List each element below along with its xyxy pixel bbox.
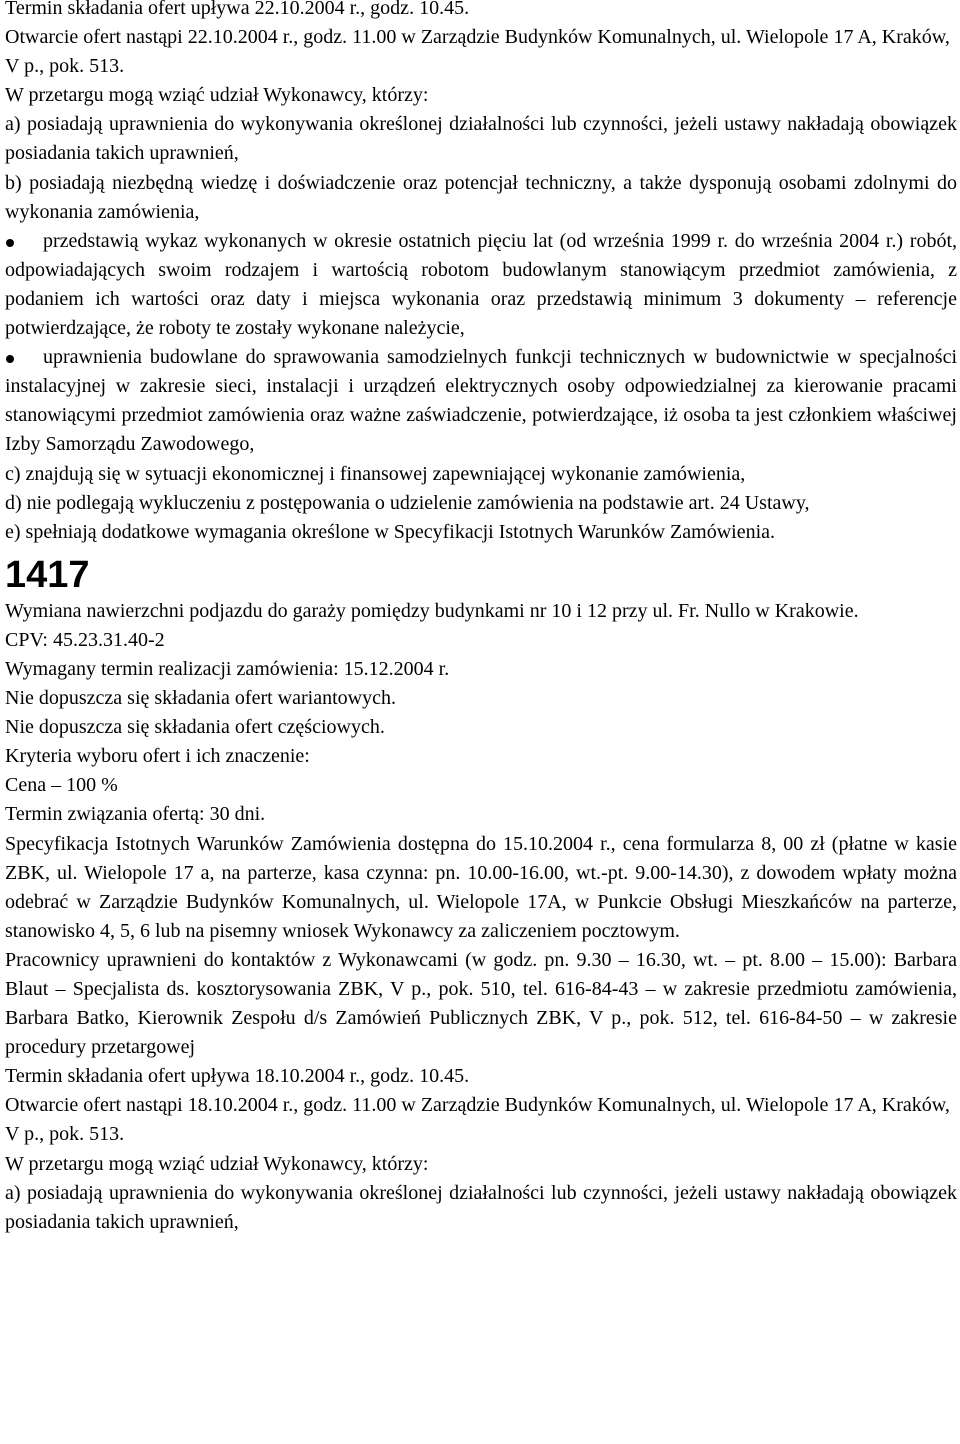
tender-required-date: Wymagany termin realizacji zamówienia: 15.12.2004 r. — [5, 657, 450, 680]
tender-participants-intro: W przetargu mogą wziąć udział Wykonawcy, którzy: — [5, 1152, 429, 1175]
tender-deadline: Termin składania ofert upływa 18.10.2004 r., godz. 10.45. — [5, 1065, 470, 1088]
condition-a: a) posiadają uprawnienia do wykonywania określonej działalności lub czynności, jeżeli ustawy nakładają obowiązek posiadania takich uprawnień, — [5, 113, 957, 165]
tender-no-variants: Nie dopuszcza się składania ofert wariantowych. — [5, 687, 396, 710]
condition-b: b) posiadają niezbędną wiedzę i doświadczenie oraz potencjał techniczny, a także dysponują osobami zdolnymi do wykonania zamówienia, — [5, 171, 957, 223]
tender-criteria-price: Cena – 100 % — [5, 774, 118, 797]
bullet-text: uprawnienia budowlane do sprawowania samodzielnych funkcji technicznych w budownictwie w specjalności instalacyjnej w zakresie sieci, instalacji i urządzeń elektrycznych osoby odpowiedzialnej za kierowanie pracami stanowiącymi przedmiot zamówienia oraz ważne zaświadczenie, potwierdzające, iż osoba ta jest członkiem właściwej Izby Samorządu Zawodowego, — [5, 346, 957, 456]
offer-opening: Otwarcie ofert nastąpi 22.10.2004 r., godz. 11.00 w Zarządzie Budynków Komunalnych, ul. Wielopole 17 A, Kraków, V p., pok. 513. — [5, 26, 950, 78]
tender-number: 1417 — [5, 553, 90, 596]
bullet-icon — [6, 239, 14, 247]
bullet-item — [5, 343, 957, 459]
tender-criteria-intro: Kryteria wyboru ofert i ich znaczenie: — [5, 745, 310, 768]
tender-no-partial: Nie dopuszcza się składania ofert częściowych. — [5, 716, 385, 739]
tender-opening: Otwarcie ofert nastąpi 18.10.2004 r., godz. 11.00 w Zarządzie Budynków Komunalnych, ul. Wielopole 17 A, Kraków, V p., pok. 513. — [5, 1094, 950, 1146]
tender-specification: Specyfikacja Istotnych Warunków Zamówienia dostępna do 15.10.2004 r., cena formularza 8, 00 zł (płatne w kasie ZBK, ul. Wielopole 17 a, na parterze, kasa czynna: pn. 10.00-16.00, wt.-pt. 9.00-14.30), z dowodem wpłaty można odebrać w Zarządzie Budynków Komunalnych, ul. Wielopole 17A, w Punkcie Obsługi Mieszkańców na parterze, stanowisko 4, 5, 6 lub na pisemny wniosek Wykonawcy za zaliczeniem pocztowym. — [5, 832, 957, 942]
condition-e: e) spełniają dodatkowe wymagania określone w Specyfikacji Istotnych Warunków Zamówienia. — [5, 520, 776, 543]
condition-c: c) znajdują się w sytuacji ekonomicznej i finansowej zapewniającej wykonanie zamówienia, — [5, 462, 746, 485]
bullet-text: przedstawią wykaz wykonanych w okresie ostatnich pięciu lat (od września 1999 r. do września 2004 r.) robót, odpowiadających swoim rodzajem i wartością robotom budowlanym stanowiącym przedmiot zamówienia, z podaniem ich wartości oraz daty i miejsca wykonania oraz przedstawią minimum 3 dokumenty – referencje potwierdzające, że roboty te zostały wykonane należycie, — [5, 229, 957, 340]
tender-subject: Wymiana nawierzchni podjazdu do garaży pomiędzy budynkami nr 10 i 12 przy ul. Fr. Nullo w Krakowie. — [5, 599, 859, 622]
tender-binding-period: Termin związania ofertą: 30 dni. — [5, 803, 266, 826]
participants-intro: W przetargu mogą wziąć udział Wykonawcy, którzy: — [5, 84, 429, 107]
bullet-item — [5, 227, 957, 343]
condition-d: d) nie podlegają wykluczeniu z postępowania o udzielenie zamówienia na podstawie art. 24 Ustawy, — [5, 491, 810, 514]
offer-deadline: Termin składania ofert upływa 22.10.2004 r., godz. 10.45. — [5, 0, 470, 19]
tender-cpv: CPV: 45.23.31.40-2 — [5, 628, 165, 651]
tender-condition-a: a) posiadają uprawnienia do wykonywania określonej działalności lub czynności, jeżeli ustawy nakładają obowiązek posiadania takich uprawnień, — [5, 1181, 957, 1233]
tender-contacts: Pracownicy uprawnieni do kontaktów z Wykonawcami (w godz. pn. 9.30 – 16.30, wt. – pt. 8.00 – 15.00): Barbara Blaut – Specjalista ds. kosztorysowania ZBK, V p., pok. 510, tel. 616-84-43 – w zakresie przedmiotu zamówienia, Barbara Batko, Kierownik Zespołu d/s Zamówień Publicznych ZBK, V p., pok. 512, tel. 616-84-50 – w zakresie procedury przetargowej — [5, 948, 957, 1059]
document-page — [5, 0, 957, 1237]
